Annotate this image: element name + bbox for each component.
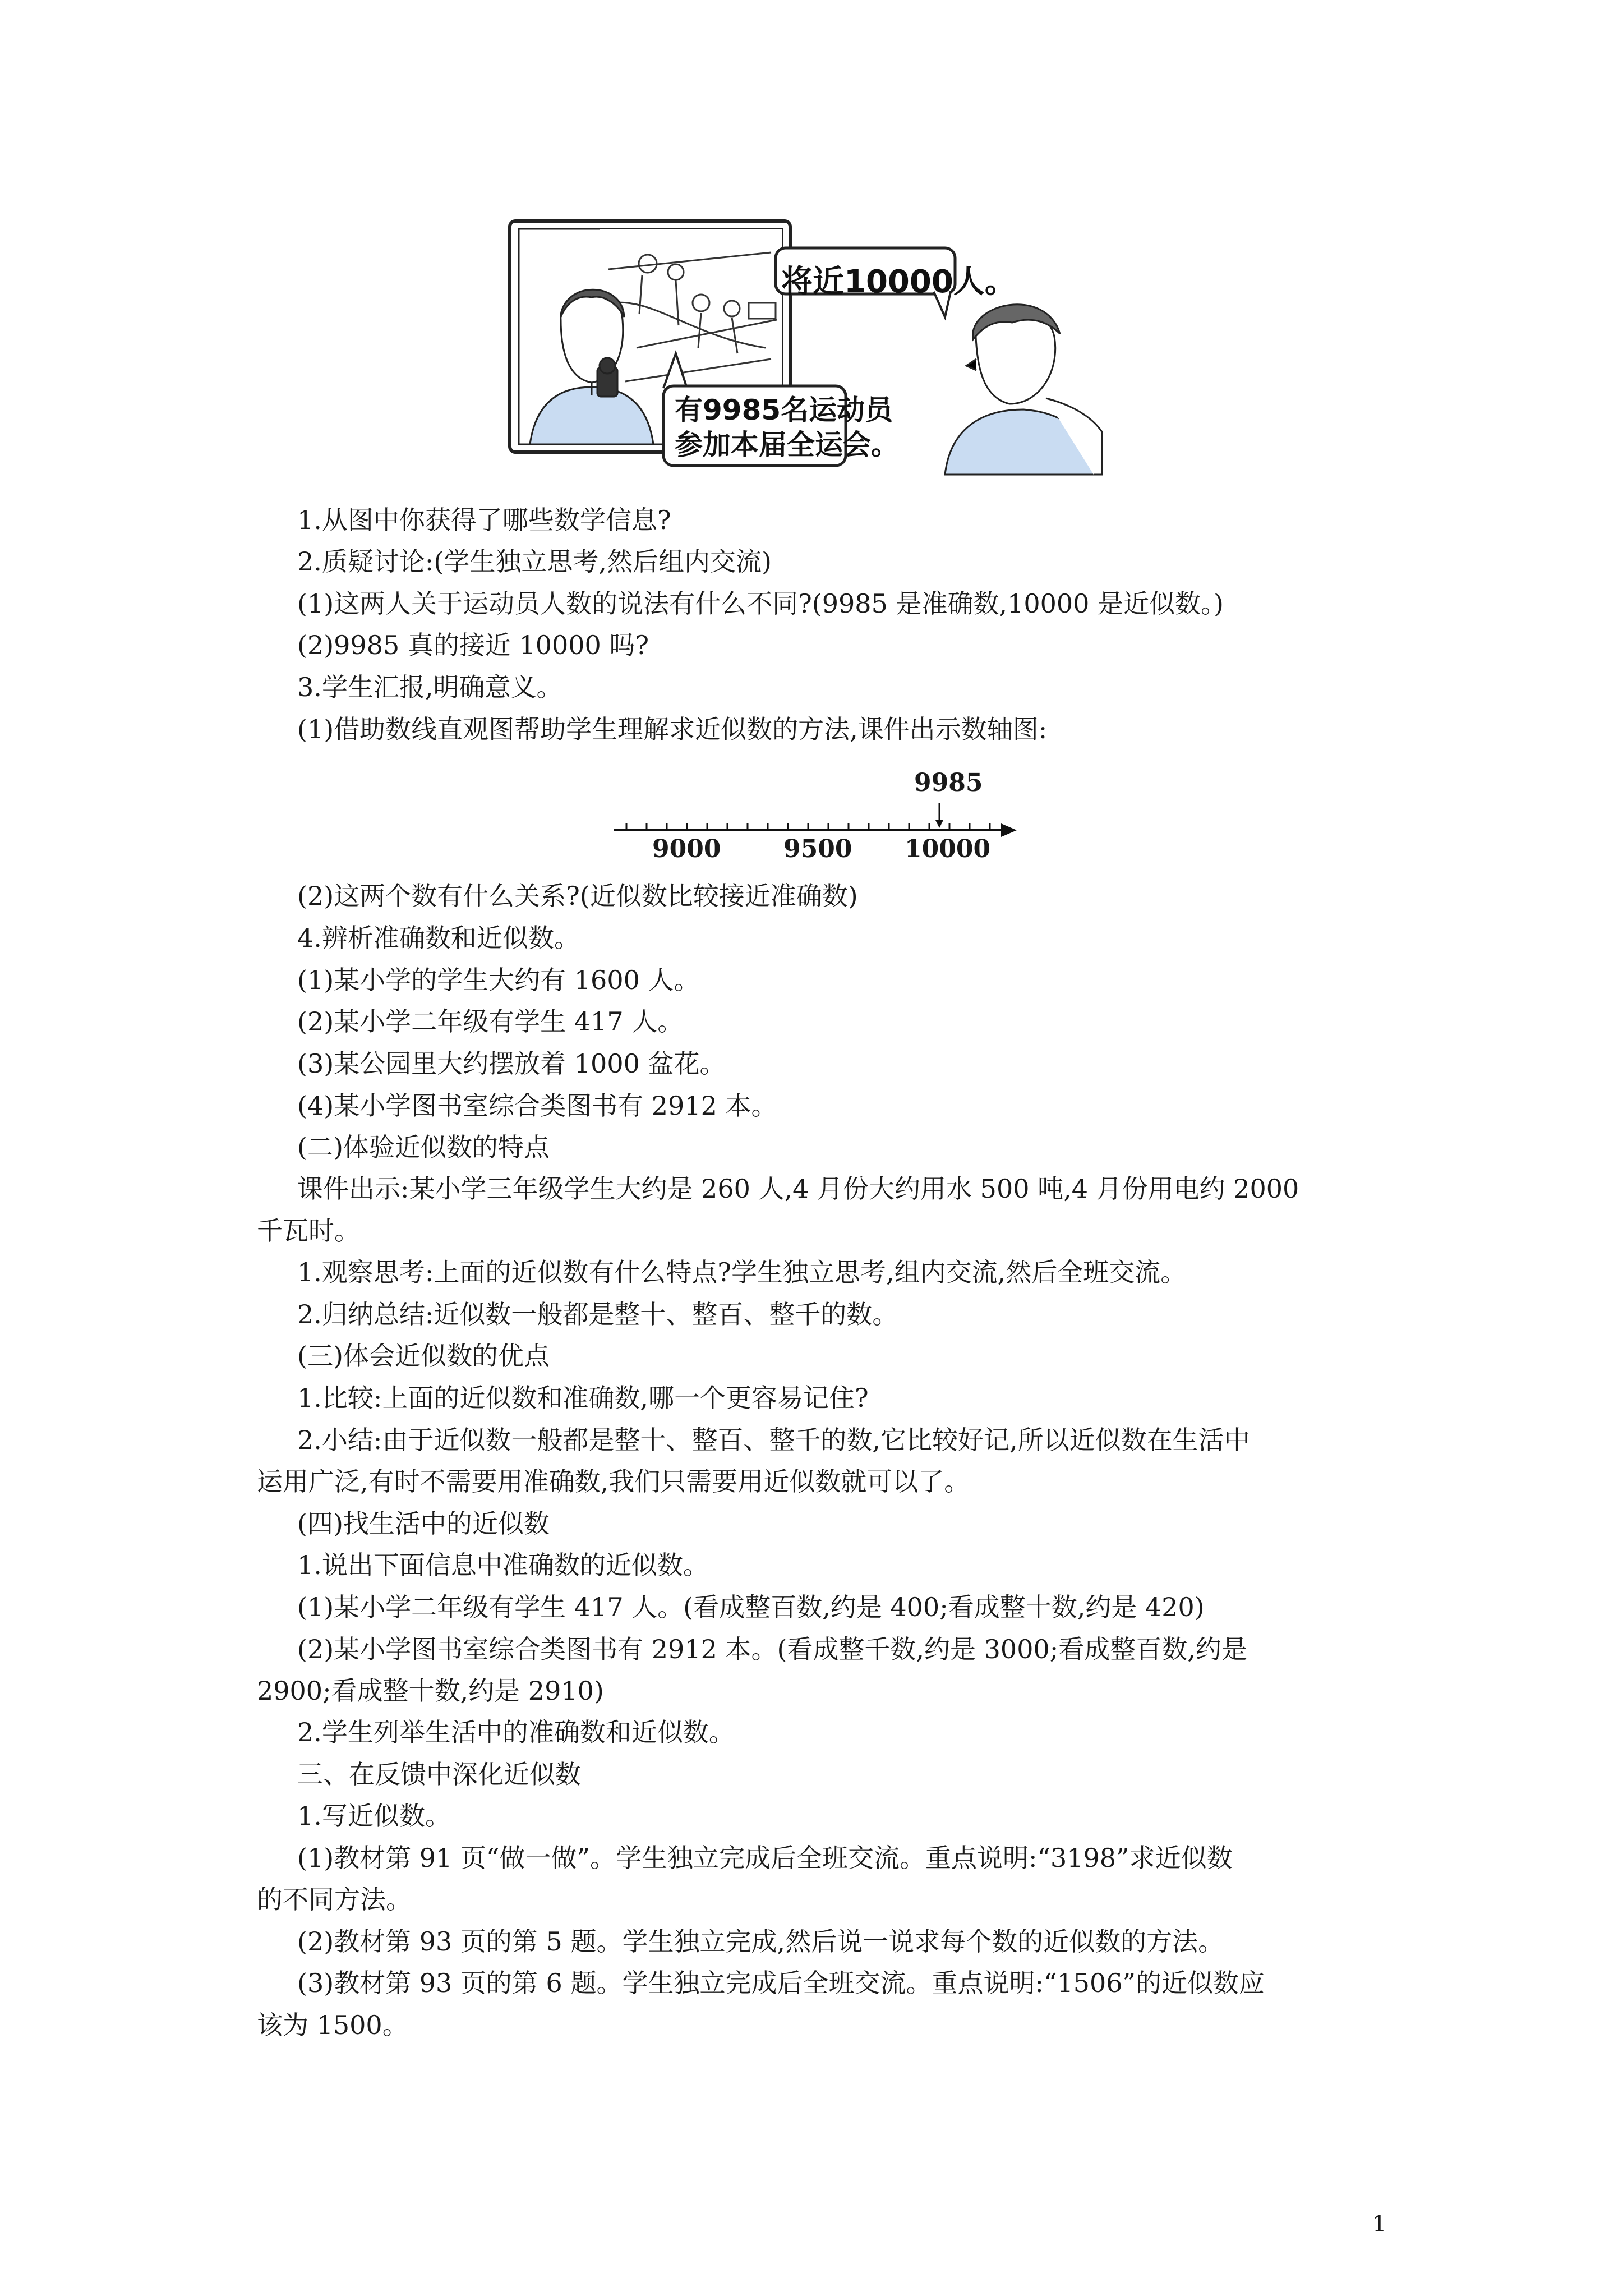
number-line-tick-label: 9000 — [652, 835, 721, 863]
text-line: 1.观察思考:上面的近似数有什么特点?学生独立思考,组内交流,然后全班交流。 — [297, 1257, 1187, 1287]
text-line: 2.归纳总结:近似数一般都是整十、整百、整千的数。 — [297, 1299, 898, 1329]
number-line — [614, 769, 1023, 869]
speech-bubble-reporter-line2: 参加本届全运会。 — [675, 429, 899, 461]
text-line: 千瓦时。 — [257, 1216, 360, 1246]
speech-bubble-reporter — [675, 393, 899, 462]
text-line: 3.学生汇报,明确意义。 — [297, 672, 562, 702]
text-line: (1)借助数线直观图帮助学生理解求近似数的方法,课件出示数轴图: — [297, 714, 1048, 744]
text-line: 1.写近似数。 — [297, 1801, 451, 1831]
text-line: 2.小结:由于近似数一般都是整十、整百、整千的数,它比较好记,所以近似数在生活中 — [297, 1425, 1250, 1455]
number-line-tick-label: 10000 — [905, 835, 991, 863]
text-line: (2)教材第 93 页的第 5 题。学生独立完成,然后说一说求每个数的近似数的方法。 — [297, 1926, 1224, 1957]
text-line: 1.说出下面信息中准确数的近似数。 — [297, 1550, 709, 1580]
section-heading: (二)体验近似数的特点 — [297, 1132, 550, 1162]
section-heading: 三、在反馈中深化近似数 — [297, 1759, 581, 1789]
text-line: (1)某小学二年级有学生 417 人。(看成整百数,约是 400;看成整十数,约是 420) — [297, 1592, 1205, 1622]
text-line: (1)教材第 91 页“做一做”。学生独立完成后全班交流。重点说明:“3198”求近似数 — [297, 1843, 1233, 1873]
text-line: (2)某小学图书室综合类图书有 2912 本。(看成整千数,约是 3000;看成整百数,约是 — [297, 1634, 1247, 1664]
text-line: (4)某小学图书室综合类图书有 2912 本。 — [297, 1091, 777, 1121]
speech-bubble-reporter-line1: 有9985名运动员 — [675, 394, 893, 426]
text-line: (2)9985 真的接近 10000 吗? — [297, 630, 649, 660]
number-line-tick-label: 9500 — [783, 835, 852, 863]
text-line: 1.比较:上面的近似数和准确数,哪一个更容易记住? — [297, 1383, 869, 1413]
tv-interview-illustration — [508, 219, 1130, 477]
text-line: 2.质疑讨论:(学生独立思考,然后组内交流) — [297, 546, 772, 577]
page-number: 1 — [1372, 2211, 1387, 2237]
number-line-marker-label: 9985 — [914, 769, 983, 797]
text-line: (3)某公园里大约摆放着 1000 盆花。 — [297, 1048, 726, 1079]
text-line: 2.学生列举生活中的准确数和近似数。 — [297, 1717, 735, 1747]
text-line: 1.从图中你获得了哪些数学信息? — [297, 505, 671, 535]
text-line: 4.辨析准确数和近似数。 — [297, 923, 580, 953]
text-line: 运用广泛,有时不需要用准确数,我们只需要用近似数就可以了。 — [257, 1466, 970, 1497]
speech-bubble-man: 将近10000人。 — [781, 264, 1016, 300]
section-heading: (四)找生活中的近似数 — [297, 1508, 550, 1539]
text-line: 课件出示:某小学三年级学生大约是 260 人,4 月份大约用水 500 吨,4 月份用电约 2000 — [297, 1174, 1299, 1204]
text-line: (2)这两个数有什么关系?(近似数比较接近准确数) — [297, 881, 858, 911]
text-line: (1)这两人关于运动员人数的说法有什么不同?(9985 是准确数,10000 是近似数。) — [297, 588, 1224, 619]
text-line: (3)教材第 93 页的第 6 题。学生独立完成后全班交流。重点说明:“1506”的近似数应 — [297, 1968, 1265, 1998]
text-line: (1)某小学的学生大约有 1600 人。 — [297, 965, 700, 995]
text-line: 该为 1500。 — [257, 2010, 408, 2040]
text-line: (2)某小学二年级有学生 417 人。 — [297, 1006, 684, 1037]
text-line: 2900;看成整十数,约是 2910) — [257, 1676, 604, 1706]
section-heading: (三)体会近似数的优点 — [297, 1341, 550, 1371]
text-line: 的不同方法。 — [257, 1884, 412, 1915]
